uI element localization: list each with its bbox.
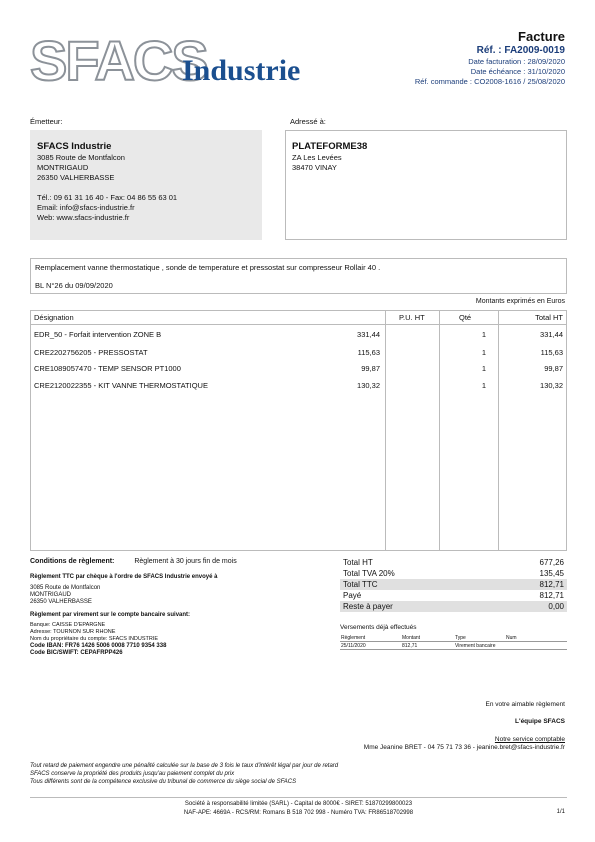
- logo-sfacs-text: SFACS: [30, 34, 207, 86]
- remaining-value: 0,00: [548, 602, 564, 611]
- cheque-address-line: MONTRIGAUD: [30, 592, 71, 598]
- item-designation: CRE2202756205 - PRESSOSTAT: [34, 348, 148, 357]
- total-ttc-value: 812,71: [539, 580, 564, 589]
- total-ht-label: Total HT: [343, 558, 373, 567]
- item-quantity: 1: [481, 364, 486, 373]
- item-designation: EDR_50 - Forfait intervention ZONE B: [34, 330, 162, 339]
- conditions-value: Règlement à 30 jours fin de mois: [134, 558, 237, 565]
- bank-address: Adresse: TOURNON SUR RHONE: [30, 629, 116, 635]
- issuer-website: Web: www.sfacs-industrie.fr: [37, 213, 130, 222]
- due-date: Date échéance : 31/10/2020: [470, 67, 565, 76]
- item-designation: CRE1089057470 - TEMP SENSOR PT1000: [34, 364, 181, 373]
- items-table: [30, 310, 567, 551]
- account-owner: Nom du propriétaire du compte: SFACS INDUSTRIE: [30, 636, 159, 642]
- cheque-address-line: 3085 Route de Montfalcon: [30, 585, 101, 591]
- column-divider: [498, 311, 499, 550]
- header-quantity: Qté: [459, 313, 472, 322]
- table-header: [31, 311, 566, 325]
- total-ttc-row: [340, 579, 567, 590]
- item-total: 331,44: [540, 330, 563, 339]
- conditions-label: Conditions de règlement:: [30, 558, 115, 565]
- legal-line: SFACS conserve la propriété des produits jusqu'au paiement complet du prix: [30, 771, 235, 777]
- paid-label: Payé: [343, 591, 362, 600]
- issuer-address-line: MONTRIGAUD: [37, 163, 89, 172]
- issuer-label: Émetteur:: [30, 117, 63, 126]
- item-quantity: 1: [481, 348, 486, 357]
- legal-line: Tout retard de paiement engendre une pénalité calculée sur la base de 3 fois le taux d'intérêt légal par jour de retard: [30, 763, 339, 769]
- iban: Code IBAN: FR76 1426 5006 0008 7710 9354 338: [30, 643, 167, 649]
- header-total: Total HT: [535, 313, 563, 322]
- total-ht-row: [340, 557, 567, 568]
- issuer-address-line: 26350 VALHERBASSE: [37, 173, 115, 182]
- company-logo: [30, 34, 320, 86]
- team-signature: L'équipe SFACS: [515, 718, 565, 725]
- payment-type: Virement bancaire: [455, 643, 496, 649]
- issuer-name: SFACS Industrie: [37, 141, 112, 152]
- recipient-address-line: 38470 VINAY: [292, 163, 337, 172]
- header-unit-price: P.U. HT: [399, 313, 425, 322]
- payments-made: [340, 624, 567, 650]
- invoice-title: Facture: [518, 29, 565, 44]
- page-number: 1/1: [556, 809, 565, 815]
- header-designation: Désignation: [34, 313, 74, 322]
- legal-line: Tous différents sont de la compétence exclusive du tribunal de commerce du siège social de SFACS: [30, 779, 297, 785]
- payments-header-type: Type: [455, 635, 466, 641]
- invoice-reference: Réf. : FA2009-0019: [476, 45, 565, 56]
- payment-date: 25/11/2020: [341, 643, 366, 649]
- item-unit-price: 130,32: [357, 381, 380, 390]
- description-text: Remplacement vanne thermostatique , sonde de temperature et pressostat sur compresseur Rollair 40 .: [35, 263, 381, 272]
- delivery-note: BL N°26 du 09/09/2020: [35, 281, 113, 290]
- footer-line: Société à responsabilité limitée (SARL) - Capital de 8000€ - SIRET: 51870299800023: [184, 801, 413, 807]
- column-divider: [439, 311, 440, 550]
- recipient-box: [285, 130, 567, 240]
- bic: Code BIC/SWIFT: CEPAFRPP426: [30, 650, 123, 656]
- order-reference: Réf. commande : CO2008-1616 / 25/08/2020: [414, 77, 565, 86]
- invoice-date: Date facturation : 28/09/2020: [468, 57, 565, 66]
- payments-header-date: Règlement: [341, 635, 366, 641]
- item-unit-price: 331,44: [357, 330, 380, 339]
- totals-block: [340, 557, 567, 612]
- payment-row: [340, 642, 567, 650]
- payments-header-amount: Montant: [402, 635, 421, 641]
- total-tva-row: [340, 568, 567, 579]
- description-box: [30, 258, 567, 294]
- item-unit-price: 115,63: [357, 348, 380, 357]
- column-divider: [385, 311, 386, 550]
- payments-title: Versements déjà effectués: [340, 624, 417, 631]
- total-tva-value: 135,45: [539, 569, 564, 578]
- recipient-address-line: ZA Les Levées: [292, 153, 342, 162]
- item-quantity: 1: [481, 330, 486, 339]
- transfer-title: Règlement par virement sur le compte bancaire suivant:: [30, 612, 191, 618]
- payment-conditions: [30, 557, 320, 657]
- total-ht-value: 677,26: [539, 558, 564, 567]
- company-footer: [30, 800, 567, 818]
- logo-industrie-text: Industrie: [182, 54, 301, 86]
- currency-note: Montants exprimés en Euros: [475, 298, 565, 305]
- paid-row: [340, 590, 567, 601]
- total-tva-label: Total TVA 20%: [343, 569, 395, 578]
- issuer-phone: Tél.: 09 61 31 16 40 - Fax: 04 86 55 63 01: [37, 193, 178, 202]
- issuer-email: Email: info@sfacs-industrie.fr: [37, 203, 135, 212]
- item-designation: CRE2120022355 - KIT VANNE THERMOSTATIQUE: [34, 381, 208, 390]
- recipient-name: PLATEFORME38: [292, 141, 368, 152]
- accounting-service: Notre service comptable: [494, 736, 565, 743]
- issuer-address-line: 3085 Route de Montfalcon: [37, 153, 125, 162]
- salutation: En votre aimable règlement: [485, 701, 565, 708]
- invoice-header: [415, 30, 565, 87]
- item-total: 99,87: [544, 364, 563, 373]
- remaining-row: [340, 601, 567, 612]
- bank-name: Banque: CAISSE D'EPARGNE: [30, 622, 106, 628]
- footer-line: NAF-APE: 4669A - RCS/RM: Romans B 518 702 998 - Numéro TVA: FR86518702998: [183, 810, 414, 816]
- item-total: 130,32: [540, 381, 563, 390]
- cheque-title: Règlement TTC par chèque à l'ordre de SFACS Industrie envoyé à: [30, 574, 218, 580]
- footer-divider: [30, 797, 567, 798]
- remaining-label: Reste à payer: [343, 602, 393, 611]
- accounting-contact: Mme Jeanine BRET - 04 75 71 73 36 - jeanine.bret@sfacs-industrie.fr: [363, 744, 565, 751]
- payments-header-num: Num: [506, 635, 517, 641]
- cheque-address-line: 26350 VALHERBASSE: [30, 599, 92, 605]
- total-ttc-label: Total TTC: [343, 580, 378, 589]
- payment-amount: 812,71: [402, 643, 418, 649]
- paid-value: 812,71: [539, 591, 564, 600]
- legal-notes: [30, 762, 338, 786]
- item-total: 115,63: [540, 348, 563, 357]
- item-unit-price: 99,87: [361, 364, 380, 373]
- issuer-box: [30, 130, 262, 240]
- payments-header: [340, 634, 567, 642]
- item-quantity: 1: [481, 381, 486, 390]
- recipient-label: Adressé à:: [290, 117, 326, 126]
